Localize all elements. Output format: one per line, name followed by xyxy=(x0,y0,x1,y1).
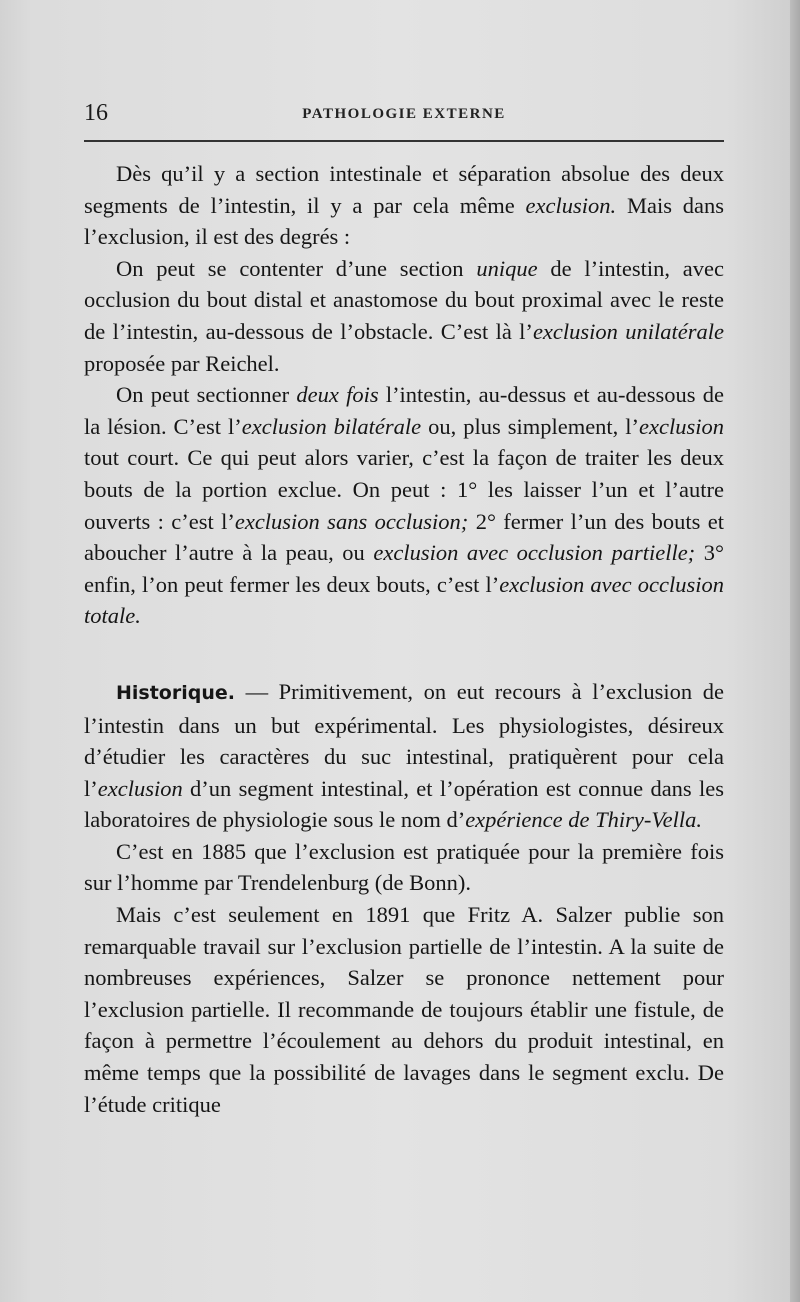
text-span: proposée par Reichel. xyxy=(84,350,280,376)
italic-term: deux fois xyxy=(296,382,379,408)
text-span: On peut se contenter d’une section xyxy=(116,255,477,281)
italic-term: expérience de Thiry-Vella. xyxy=(465,807,702,833)
paragraph-6 xyxy=(84,899,724,1120)
italic-term: exclusion avec occlusion totale. xyxy=(84,571,724,629)
text-span: de l’intestin, avec occlusion du bout distal et anastomose du bout proximal avec le reste de l’intestin, au-dessous de l’obstacle. C’est là l’ xyxy=(84,255,724,344)
text-span: 3° enfin, l’on peut fermer les deux bouts, c’est l’ xyxy=(84,540,724,597)
text-span: l’intestin, au-dessus et au-dessous de la lésion. C’est l’ xyxy=(84,382,725,439)
text-span: Mais c’est seulement en 1891 que Fritz A. Salzer publie son remarquable travail sur l’exclusion partielle de l’intestin. A la suite de nombreuses expériences, Salzer se prononce nettement pour l’exclusion partielle. Il recommande de toujours établir une fistule, de façon à permettre l’écoulement au dehors du produit intestinal, en même temps que la possibilité de lavages dans le segment exclu. De l’étude critique xyxy=(84,902,724,1117)
italic-term: exclusion avec occlusion partielle; xyxy=(373,540,696,566)
text-span: Dès qu’il y a section intestinale et séparation absolue des deux segments de l’intestin, il y a par cela même xyxy=(84,161,724,218)
page-header xyxy=(84,100,724,130)
page-edge xyxy=(790,0,800,1302)
section-heading: Historique. xyxy=(116,681,235,704)
italic-term: exclusion sans occlusion; xyxy=(234,508,469,534)
italic-term: exclusion. xyxy=(525,192,617,218)
body-text xyxy=(84,158,724,1120)
section-gap xyxy=(84,632,724,676)
text-span: tout court. Ce qui peut alors varier, c’est la façon de traiter les deux bouts de la portion exclue. On peut : 1° les laisser l’un et l’autre ouverts : c’est l’ xyxy=(84,445,724,534)
text-span: On peut sectionner xyxy=(116,382,297,408)
paragraph-historique xyxy=(84,676,724,836)
italic-term: exclusion xyxy=(97,775,183,801)
text-span: ou, plus simplement, l’ xyxy=(421,413,640,439)
running-title: PATHOLOGIE EXTERNE xyxy=(302,106,506,122)
text-span: 2° fermer l’un des bouts et aboucher l’autre à la peau, ou xyxy=(84,508,724,566)
italic-term: unique xyxy=(476,255,538,281)
text-span: Mais dans l’exclusion, il est des degrés : xyxy=(84,192,725,250)
text-span: — Primitivement, on eut recours à l’exclusion de l’intestin dans un but expérimental. Les physiologistes, désireux d’étudier les caractères du suc intestinal, pratiquèrent pour cela l’ xyxy=(84,678,724,801)
text-span: C’est en 1885 que l’exclusion est pratiquée pour la première fois sur l’homme par Trendelenburg (de Bonn). xyxy=(84,838,724,896)
italic-term: exclusion unilatérale xyxy=(532,318,725,344)
italic-term: exclusion bilatérale xyxy=(241,413,422,439)
paragraph-3 xyxy=(84,379,724,632)
italic-term: exclusion xyxy=(639,413,724,439)
paragraph-5 xyxy=(84,836,724,899)
header-rule xyxy=(84,140,724,142)
paragraph-2 xyxy=(84,253,724,379)
page-number: 16 xyxy=(84,100,108,126)
text-span: d’un segment intestinal, et l’opération est connue dans les laboratoires de physiologie sous le nom d’ xyxy=(84,775,724,833)
paragraph-1 xyxy=(84,158,724,253)
